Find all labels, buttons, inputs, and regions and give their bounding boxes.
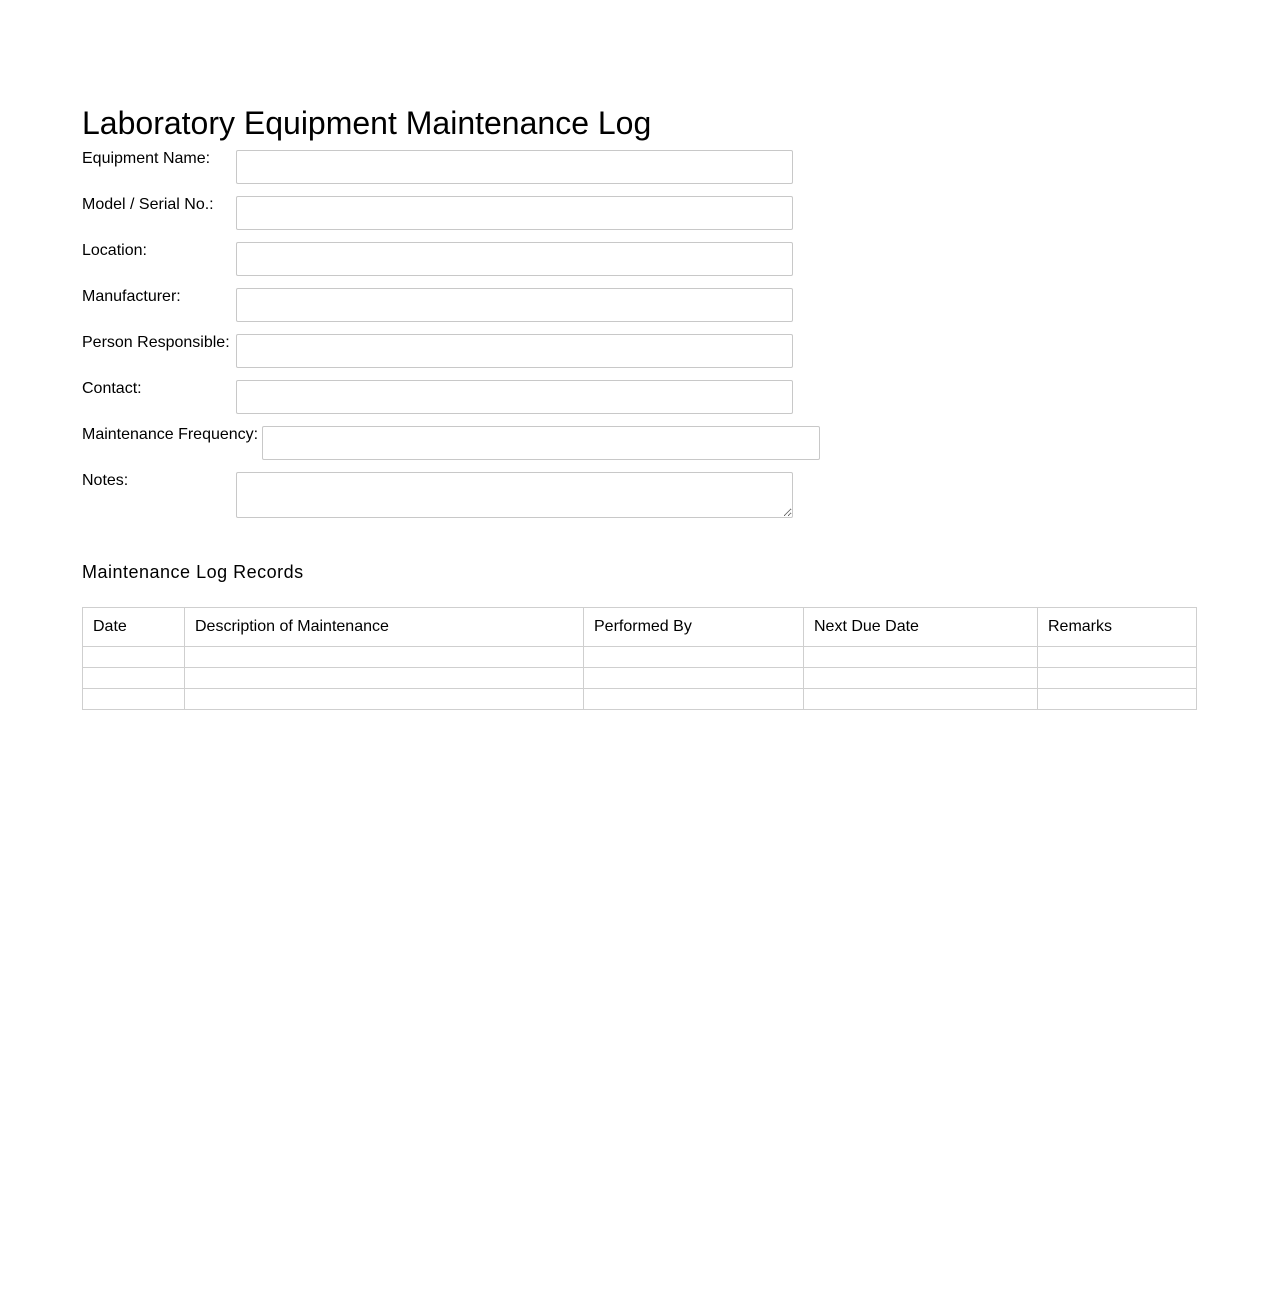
location-label: Location:	[82, 242, 147, 259]
column-header-remarks: Remarks	[1038, 608, 1197, 647]
column-header-description: Description of Maintenance	[185, 608, 584, 647]
person-responsible-label: Person Responsible:	[82, 334, 230, 351]
cell-date[interactable]	[83, 668, 185, 689]
column-header-performed-by: Performed By	[584, 608, 804, 647]
cell-next-due-date[interactable]	[804, 689, 1038, 710]
notes-label: Notes:	[82, 472, 129, 489]
cell-date[interactable]	[83, 647, 185, 668]
cell-next-due-date[interactable]	[804, 647, 1038, 668]
table-row	[83, 647, 1197, 668]
cell-remarks[interactable]	[1038, 647, 1197, 668]
cell-remarks[interactable]	[1038, 689, 1197, 710]
cell-date[interactable]	[83, 689, 185, 710]
equipment-name-input[interactable]	[236, 150, 793, 184]
manufacturer-input[interactable]	[236, 288, 793, 322]
page-title: Laboratory Equipment Maintenance Log	[82, 105, 652, 141]
cell-description[interactable]	[185, 668, 584, 689]
table-row	[83, 668, 1197, 689]
person-responsible-input[interactable]	[236, 334, 793, 368]
cell-performed-by[interactable]	[584, 647, 804, 668]
model-serial-label: Model / Serial No.:	[82, 196, 214, 213]
table-row	[83, 689, 1197, 710]
location-input[interactable]	[236, 242, 793, 276]
cell-description[interactable]	[185, 647, 584, 668]
cell-performed-by[interactable]	[584, 668, 804, 689]
records-heading: Maintenance Log Records	[82, 562, 304, 582]
maintenance-frequency-input[interactable]	[262, 426, 820, 460]
column-header-date: Date	[83, 608, 185, 647]
cell-remarks[interactable]	[1038, 668, 1197, 689]
column-header-next-due-date: Next Due Date	[804, 608, 1038, 647]
maintenance-frequency-label: Maintenance Frequency:	[82, 426, 259, 443]
table-header-row	[83, 608, 1197, 647]
equipment-name-label: Equipment Name:	[82, 150, 211, 167]
maintenance-records-table	[82, 607, 1197, 710]
cell-next-due-date[interactable]	[804, 668, 1038, 689]
contact-input[interactable]	[236, 380, 793, 414]
notes-textarea[interactable]	[236, 472, 793, 518]
contact-label: Contact:	[82, 380, 142, 397]
cell-performed-by[interactable]	[584, 689, 804, 710]
model-serial-input[interactable]	[236, 196, 793, 230]
manufacturer-label: Manufacturer:	[82, 288, 181, 305]
cell-description[interactable]	[185, 689, 584, 710]
